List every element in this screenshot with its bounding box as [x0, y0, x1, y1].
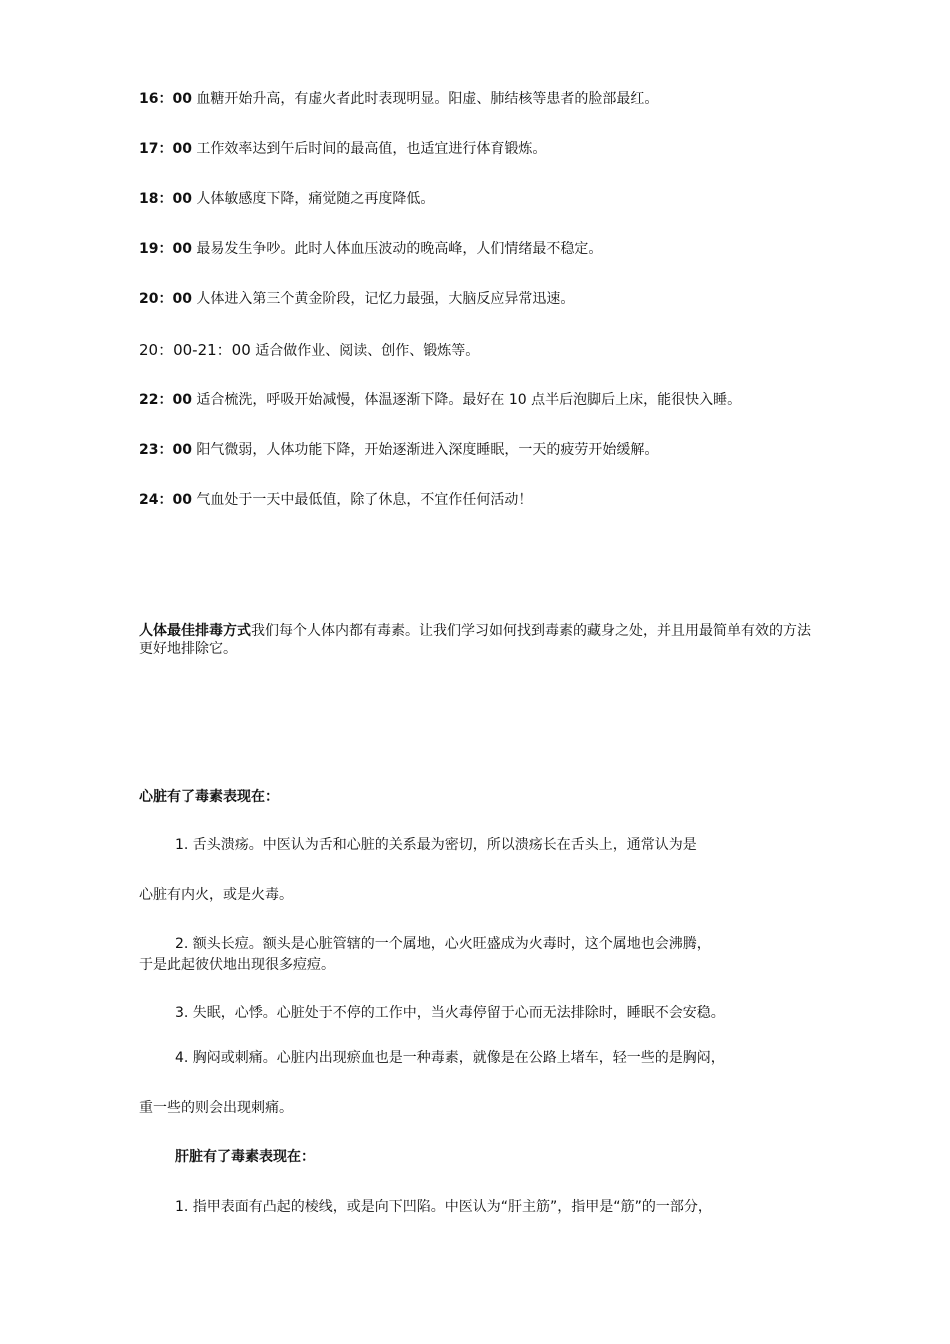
schedule-time: 18：00	[139, 191, 192, 207]
schedule-item	[139, 290, 574, 308]
schedule-time: 19：00	[139, 241, 192, 257]
heart-item-2: 2. 额头长痘。额头是心脏管辖的一个属地，心火旺盛成为火毒时，这个属地也会沸腾，	[175, 936, 711, 952]
detox-intro: 我们每个人体内都有毒素。让我们学习如何找到毒素的藏身之处，并且用最简单有效的方法更好地排除它。	[139, 623, 811, 657]
schedule-text: 人体进入第三个黄金阶段，记忆力最强，大脑反应异常迅速。	[196, 291, 575, 307]
heart-heading: 心脏有了毒素表现在：	[139, 789, 279, 805]
detox-title: 人体最佳排毒方式	[139, 623, 251, 639]
schedule-text: 气血处于一天中最低值，除了休息，不宜作任何活动！	[196, 492, 533, 508]
heart-item-4-cont: 重一些的则会出现刺痛。	[139, 1100, 293, 1116]
heart-item-1: 1. 舌头溃疡。中医认为舌和心脏的关系最为密切，所以溃疡长在舌头上，通常认为是	[175, 837, 697, 853]
heart-item-4: 4. 胸闷或刺痛。心脏内出现瘀血也是一种毒素，就像是在公路上堵车，轻一些的是胸闷，	[175, 1050, 725, 1066]
detox-paragraph	[139, 622, 819, 658]
heart-item-1-cont: 心脏有内火，或是火毒。	[139, 887, 293, 903]
schedule-time: 20：00	[139, 291, 192, 307]
schedule-item	[139, 140, 546, 158]
heart-item-2-cont: 于是此起彼伏地出现很多痘痘。	[139, 957, 335, 973]
schedule-text: 适合做作业、阅读、创作、锻炼等。	[255, 343, 480, 359]
schedule-item	[139, 240, 602, 258]
liver-item-1: 1. 指甲表面有凸起的棱线，或是向下凹陷。中医认为“肝主筋”，指甲是“筋”的一部分，	[175, 1199, 712, 1215]
liver-heading: 肝脏有了毒素表现在：	[175, 1149, 315, 1165]
schedule-text: 最易发生争吵。此时人体血压波动的晚高峰，人们情绪最不稳定。	[196, 241, 603, 257]
schedule-item	[139, 441, 658, 459]
schedule-time: 16：00	[139, 91, 192, 107]
schedule-item	[139, 391, 741, 409]
schedule-time: 22：00	[139, 392, 192, 408]
schedule-item	[139, 491, 532, 509]
heart-item-3: 3. 失眠，心悸。心脏处于不停的工作中，当火毒停留于心而无法排除时，睡眠不会安稳。	[175, 1005, 725, 1021]
schedule-time: 20：00-21：00	[139, 341, 251, 359]
schedule-item	[139, 341, 479, 360]
schedule-text: 血糖开始升高，有虚火者此时表现明显。阳虚、肺结核等患者的脸部最红。	[196, 91, 659, 107]
schedule-text: 阳气微弱，人体功能下降，开始逐渐进入深度睡眠，一天的疲劳开始缓解。	[196, 442, 659, 458]
schedule-text: 人体敏感度下降，痛觉随之再度降低。	[196, 191, 435, 207]
schedule-text: 工作效率达到午后时间的最高值，也适宜进行体育锻炼。	[196, 141, 547, 157]
schedule-item	[139, 90, 658, 108]
schedule-time: 17：00	[139, 141, 192, 157]
schedule-time: 23：00	[139, 442, 192, 458]
schedule-text: 适合梳洗，呼吸开始减慢，体温逐渐下降。最好在 10 点半后泡脚后上床，能很快入睡。	[196, 392, 742, 408]
schedule-item	[139, 190, 434, 208]
schedule-time: 24：00	[139, 492, 192, 508]
